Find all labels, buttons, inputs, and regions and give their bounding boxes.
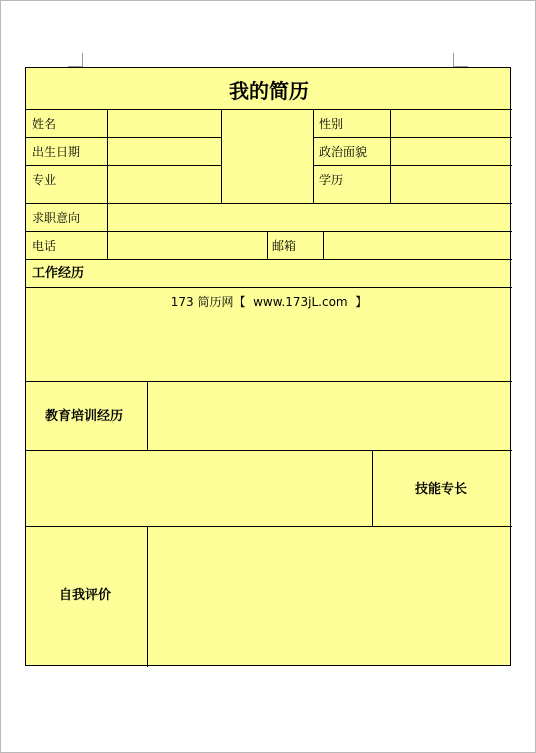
col-divider xyxy=(147,381,148,450)
work-experience-heading: 工作经历 xyxy=(32,266,85,281)
col-divider xyxy=(313,109,314,203)
job-intention-label: 求职意向 xyxy=(32,211,81,225)
col-divider xyxy=(147,526,148,667)
gender-label: 性别 xyxy=(319,117,344,131)
watermark-text: 173 简历网【 www.173jL.com 】 xyxy=(170,295,368,309)
row-divider xyxy=(26,137,221,138)
email-label: 邮箱 xyxy=(272,239,297,253)
name-label: 姓名 xyxy=(32,117,57,131)
crop-mark-left-v xyxy=(82,53,83,67)
col-divider xyxy=(372,450,373,526)
row-divider xyxy=(26,381,512,382)
self-evaluation-heading: 自我评价 xyxy=(59,588,112,603)
col-divider xyxy=(390,109,391,203)
birth-date-label: 出生日期 xyxy=(32,145,81,159)
phone-label: 电话 xyxy=(32,239,57,253)
row-divider xyxy=(26,526,512,527)
row-divider xyxy=(26,450,512,451)
row-divider xyxy=(313,165,512,166)
row-divider xyxy=(26,165,221,166)
col-divider xyxy=(323,231,324,259)
row-divider xyxy=(26,259,512,260)
political-status-label: 政治面貌 xyxy=(319,145,368,159)
row-divider xyxy=(26,231,512,232)
row-divider xyxy=(26,109,512,110)
education-label: 学历 xyxy=(319,173,344,187)
row-divider xyxy=(313,137,512,138)
col-divider xyxy=(107,109,108,259)
col-divider xyxy=(267,231,268,259)
major-label: 专业 xyxy=(32,173,57,187)
resume-table xyxy=(25,67,511,666)
skills-heading: 技能专长 xyxy=(415,482,468,497)
education-training-heading: 教育培训经历 xyxy=(45,409,124,424)
row-divider xyxy=(26,203,512,204)
resume-title: 我的简历 xyxy=(229,79,309,103)
row-divider xyxy=(26,287,512,288)
crop-mark-right-v xyxy=(453,53,454,67)
col-divider xyxy=(221,109,222,203)
